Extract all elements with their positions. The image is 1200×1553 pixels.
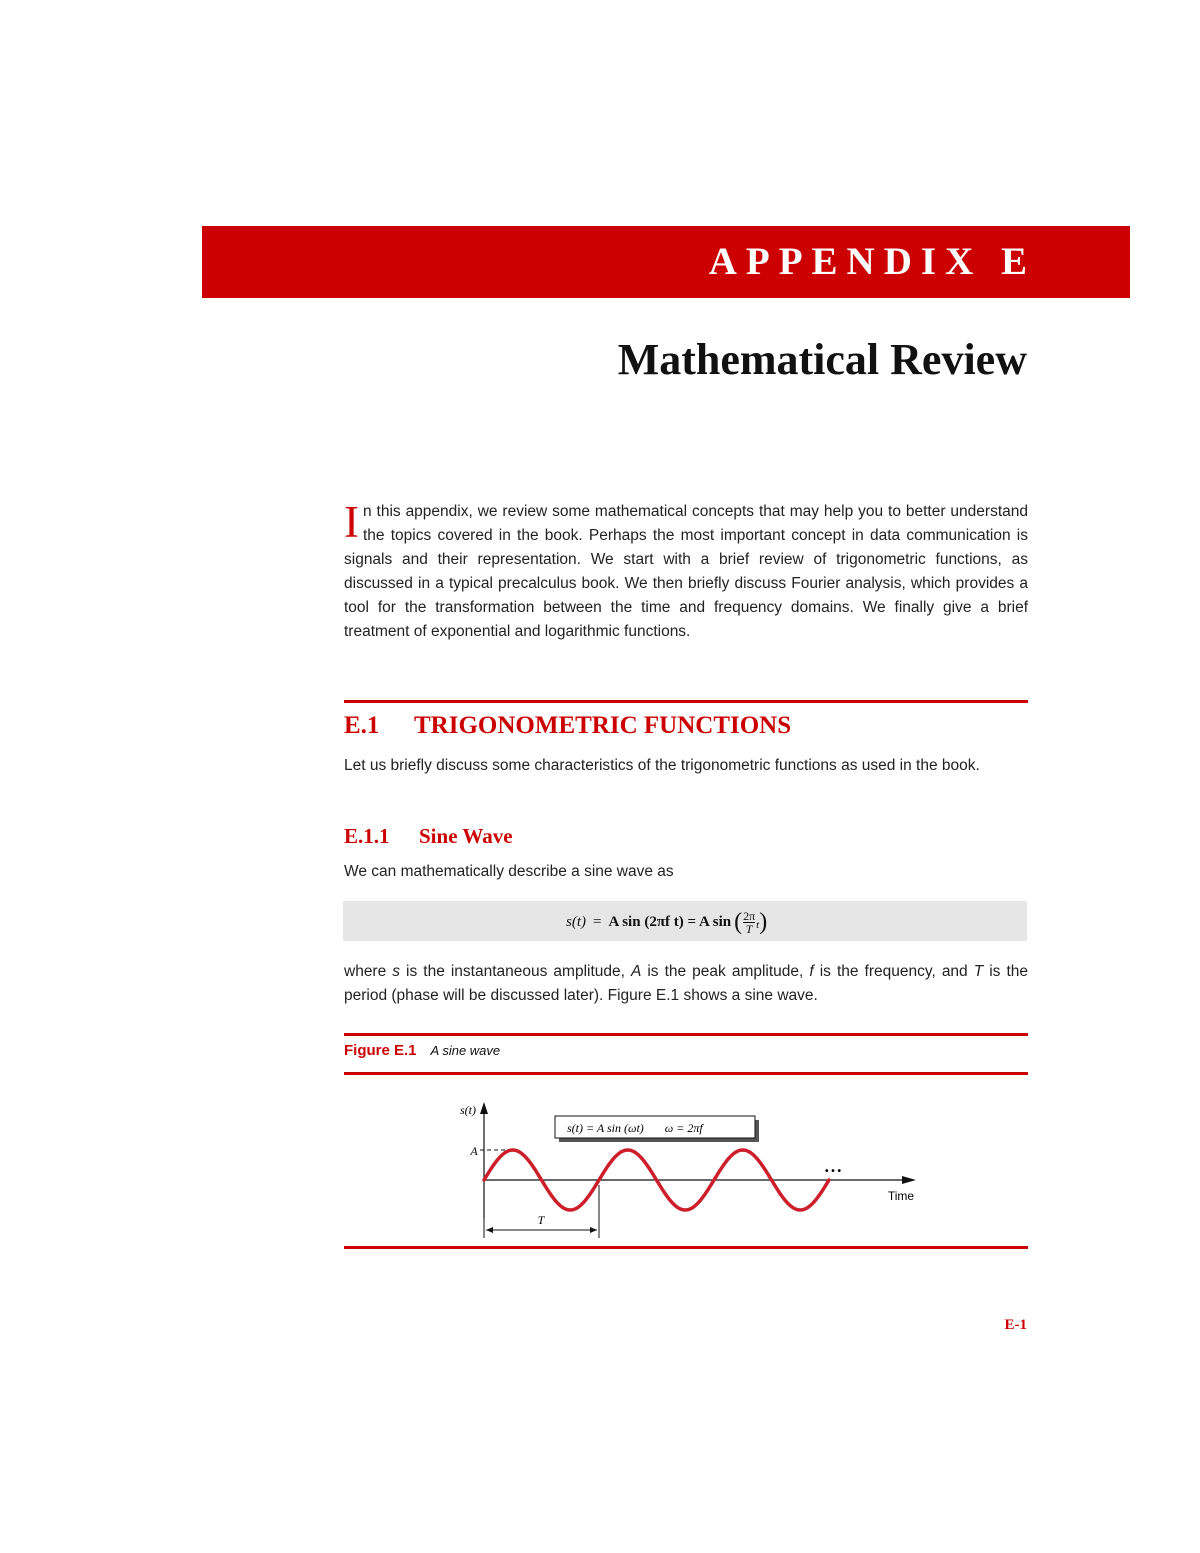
eq-tail: t	[756, 919, 760, 931]
section-heading	[344, 712, 791, 740]
figure-mid-rule	[344, 1072, 1028, 1075]
y-axis-arrow	[480, 1102, 488, 1114]
amplitude-label: A	[470, 1144, 478, 1158]
x-axis-label: Time	[887, 1189, 915, 1203]
var-a: A	[630, 963, 642, 980]
intro-text: n this appendix, we review some mathematical concepts that may help you to better understand the topics covered in the book. Perhaps the most important concept in data communication is signals and their representation. We start with a brief review of trigonometric functions, as discussed in a typical precalculus book. We then briefly discuss Fourier analysis, which provides a tool for the transformation between the time and frequency domains. We finally give a brief treatment of exponential and logarithmic functions.	[344, 503, 1028, 640]
appendix-banner	[202, 226, 1130, 298]
eq-fraction	[743, 910, 755, 935]
appendix-label: APPENDIX E	[708, 240, 1036, 283]
figure-caption-text: A sine wave	[430, 1043, 501, 1058]
sine-equation	[566, 909, 767, 935]
page-title: Mathematical Review	[617, 335, 1027, 384]
continuation-ellipsis: • • •	[824, 1166, 842, 1177]
var-t: T	[973, 963, 984, 980]
eq-paren-close: )	[759, 909, 768, 935]
page-number: E-1	[1004, 1317, 1027, 1333]
dropcap: I	[344, 497, 359, 547]
explanation-text: where	[344, 963, 393, 980]
period-label: T	[537, 1213, 545, 1227]
eq-lhs: s(t)	[566, 913, 586, 930]
section-body: Let us briefly discuss some characteristics of the trigonometric functions as used in the book.	[344, 757, 980, 774]
figure-caption	[344, 1042, 500, 1059]
explanation-text: is the frequency, and	[813, 963, 974, 980]
explanation-text: is the peak amplitude,	[641, 963, 810, 980]
var-s: s	[392, 963, 401, 980]
explanation-text: is the instantaneous amplitude,	[400, 963, 631, 980]
section-title: TRIGONOMETRIC FUNCTIONS	[414, 712, 792, 739]
period-arrow-right	[590, 1227, 597, 1233]
explanation-paragraph	[344, 960, 1028, 1008]
subsection-title: Sine Wave	[419, 824, 513, 848]
eq-paren-open: (	[734, 909, 743, 935]
subsection-number: E.1.1	[344, 824, 390, 848]
formula-box-text: s(t) = A sin (ωt) ω = 2πf	[567, 1121, 703, 1135]
figure-label: Figure E.1	[344, 1042, 417, 1059]
section-rule	[344, 700, 1028, 703]
section-number: E.1	[344, 712, 380, 739]
subsection-heading	[344, 824, 513, 849]
intro-paragraph	[344, 497, 1028, 644]
var-f: f	[809, 963, 814, 980]
y-axis-label: s(t)	[460, 1103, 476, 1117]
eq-mid: A sin (2πf t) = A sin	[608, 913, 732, 930]
figure-top-rule	[344, 1033, 1028, 1036]
figure-bottom-rule	[344, 1246, 1028, 1249]
x-axis-arrow	[902, 1176, 916, 1184]
sine-wave-figure	[420, 1090, 940, 1240]
eq-equals: =	[593, 913, 602, 930]
subsection-lead: We can mathematically describe a sine wave as	[344, 863, 674, 880]
eq-frac-denominator: T	[745, 921, 753, 936]
eq-frac-numerator: 2π	[743, 908, 756, 923]
period-arrow-left	[486, 1227, 493, 1233]
explanation-text: is the period (phase will be discussed later). Figure E.1 shows a sine wave.	[344, 963, 1029, 1004]
